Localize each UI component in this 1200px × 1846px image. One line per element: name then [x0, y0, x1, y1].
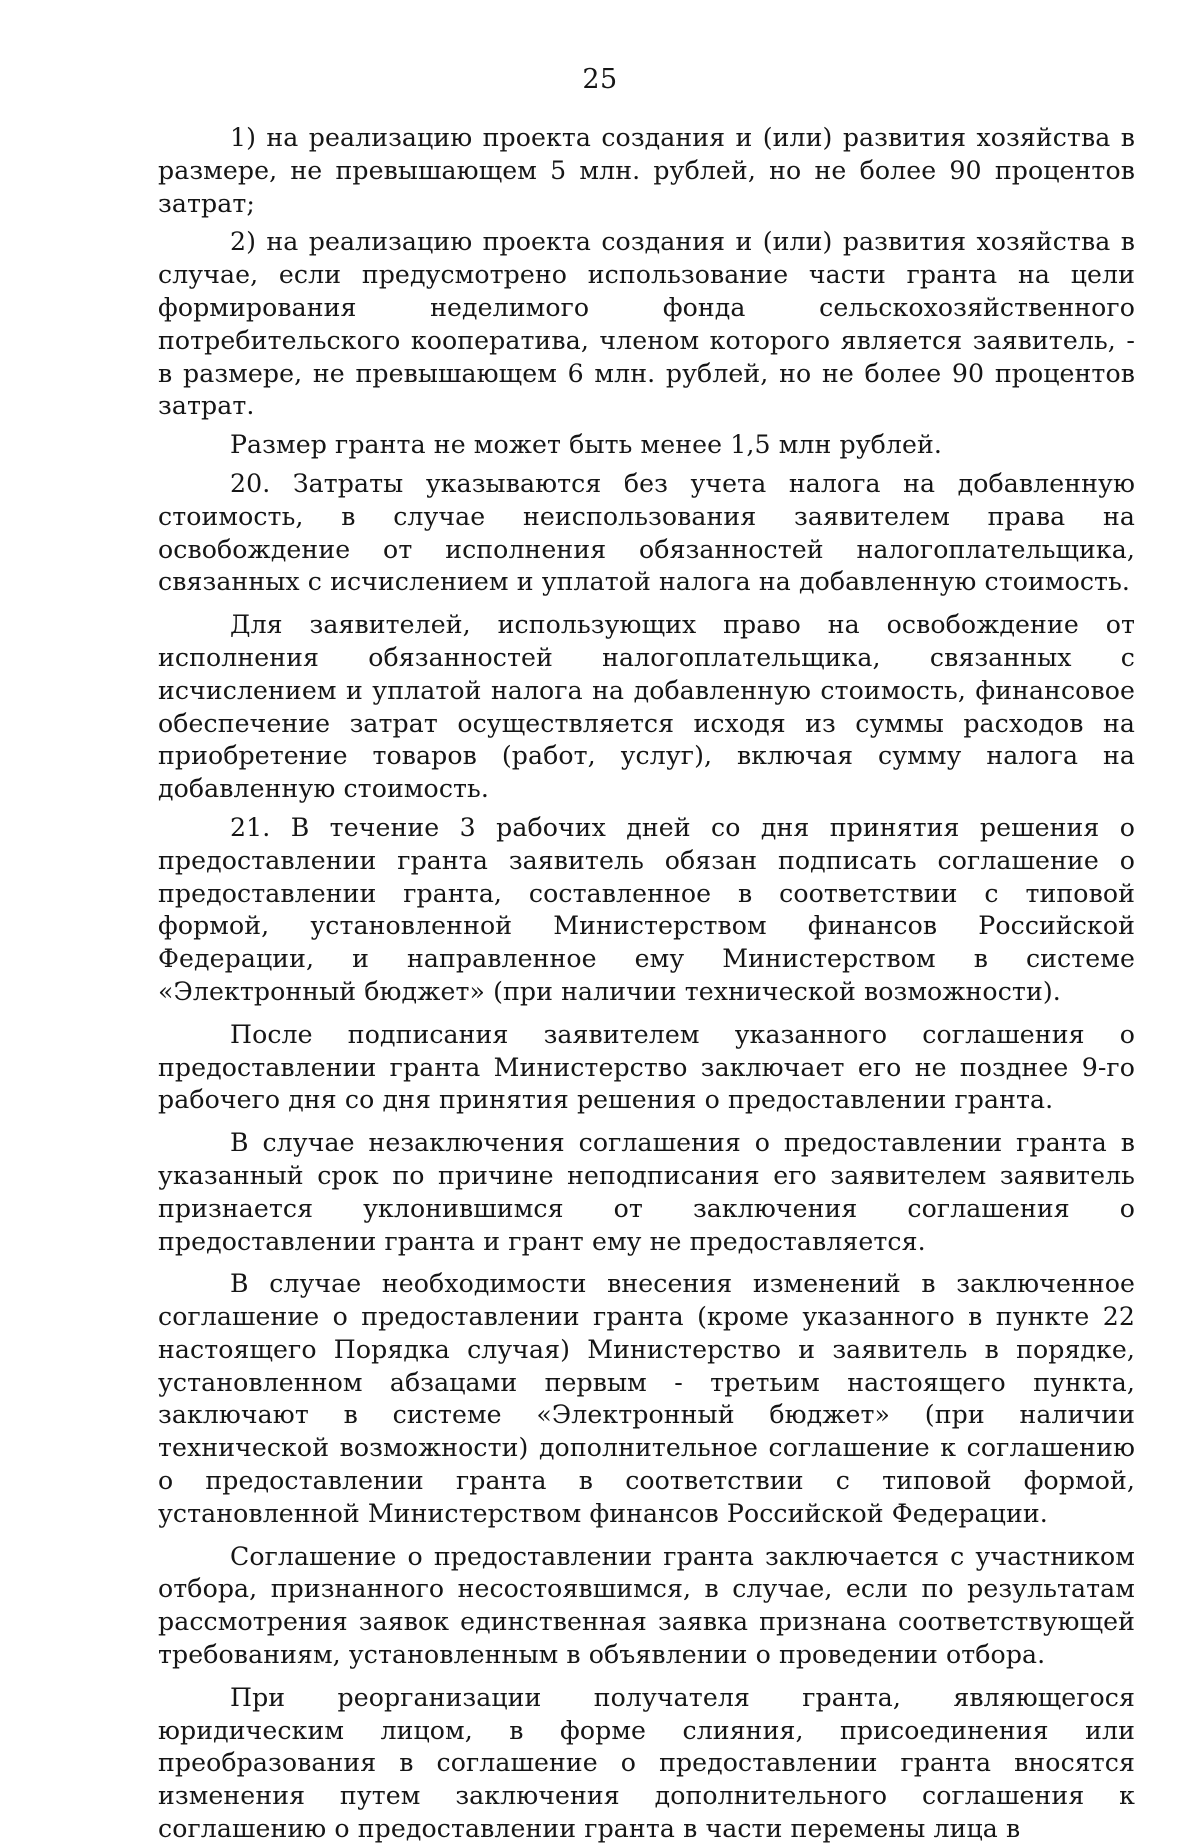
paragraph-20: 20. Затраты указываются без учета налога на добавленную стоимость, в случае неиспользования заявителем права на освобождение от исполнения обязанностей налогоплательщика, связанных с исчислением и уплатой налога на добавленную стоимость.: [158, 468, 1135, 597]
paragraph-vat-exemption: Для заявителей, использующих право на освобождение от исполнения обязанностей налогоплательщика, связанных с исчислением и уплатой налога на добавленную стоимость, финансовое обеспечение затрат осуществляется исходя из суммы расходов на приобретение товаров (работ, услуг), включая сумму налога на добавленную стоимость.: [158, 610, 1135, 804]
paragraph-item-1: 1) на реализацию проекта создания и (или) развития хозяйства в размере, не превышающем 5 млн. рублей, но не более 90 процентов затрат;: [158, 123, 1135, 218]
paragraph-reorganization: При реорганизации получателя гранта, являющегося юридическим лицом, в форме слияния, присоединения или преобразования в соглашение о предоставлении гранта вносятся изменения путем заключения дополнительного соглашения к соглашению о предоставлении гранта в части перемены лица в: [158, 1682, 1135, 1844]
paragraph-21: 21. В течение 3 рабочих дней со дня принятия решения о предоставлении гранта заявитель обязан подписать соглашение о предоставлении гранта, составленное в соответствии с типовой формой, установленной Министерством финансов Российской Федерации, и направленное ему Министерством в системе «Электронный бюджет» (при наличии технической возможности).: [158, 812, 1135, 1006]
paragraph-agreement-signing: После подписания заявителем указанного соглашения о предоставлении гранта Министерство заключает его не позднее 9-го рабочего дня со дня принятия решения о предоставлении гранта.: [158, 1019, 1135, 1115]
paragraph-item-2: 2) на реализацию проекта создания и (или) развития хозяйства в случае, если предусмотрено использование части гранта на цели формирования неделимого фонда сельскохозяйственного потребительского кооператива, членом которого является заявитель, - в размере, не превышающем 6 млн. рублей, но не более 90 процентов затрат.: [158, 227, 1135, 421]
paragraph-single-applicant: Соглашение о предоставлении гранта заключается с участником отбора, признанного несостоявшимся, в случае, если по результатам рассмотрения заявок единственная заявка признана соответствующей требованиям, установленным в объявлении о проведении отбора.: [158, 1541, 1135, 1670]
page-number: 25: [582, 64, 618, 95]
paragraph-agreement-refusal: В случае незаключения соглашения о предоставлении гранта в указанный срок по причине неподписания его заявителем заявитель признается уклонившимся от заключения соглашения о предоставлении гранта и грант ему не предоставляется.: [158, 1128, 1135, 1256]
paragraph-agreement-changes: В случае необходимости внесения изменений в заключенное соглашение о предоставлении гранта (кроме указанного в пункте 22 настоящего Порядка случая) Министерство и заявитель в порядке, установленном абзацами первым - третьим настоящего пункта, заключают в системе «Электронный бюджет» (при наличии технической возможности) дополнительное соглашение к соглашению о предоставлении гранта в соответствии с типовой формой, установленной Министерством финансов Российской Федерации.: [158, 1269, 1135, 1528]
document-body: [158, 122, 1135, 1846]
paragraph-grant-minimum: Размер гранта не может быть менее 1,5 млн рублей.: [230, 430, 943, 460]
